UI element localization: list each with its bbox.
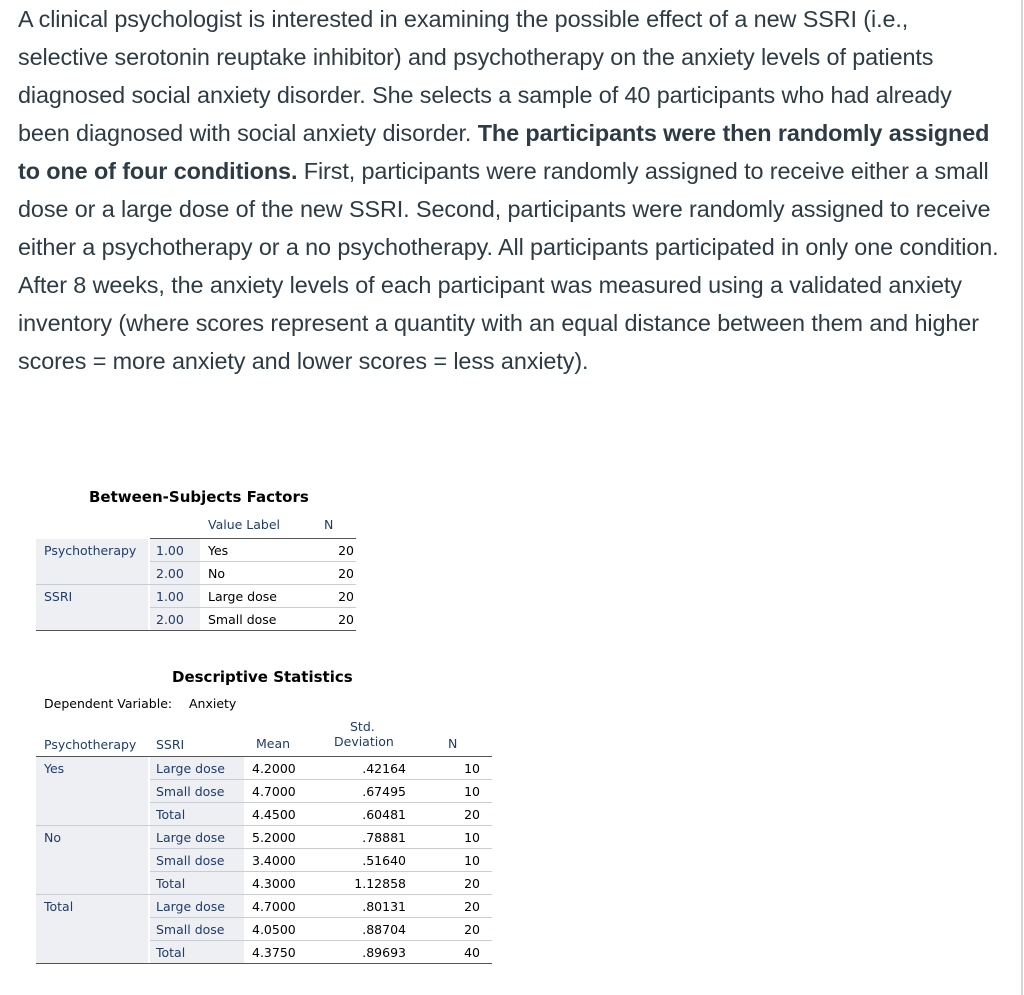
desc-ssri-cell: Large dose (156, 899, 225, 914)
desc-n-cell: 20 (464, 876, 480, 891)
desc-mean-cell: 4.2000 (252, 761, 296, 776)
desc-ssri-cell: Small dose (156, 922, 225, 937)
desc-sd-cell: 1.12858 (354, 876, 406, 891)
desc-n-cell: 20 (464, 807, 480, 822)
desc-psych-column-shade (36, 757, 148, 964)
bsf-n-cell: 20 (338, 589, 354, 604)
desc-n-cell: 10 (464, 761, 480, 776)
desc-psych-cell: Yes (44, 761, 65, 776)
desc-sd-cell: .60481 (362, 807, 406, 822)
dependent-variable-label: Dependent Variable: (44, 696, 173, 711)
desc-header-std: Std. (350, 719, 375, 734)
desc-n-cell: 20 (464, 922, 480, 937)
desc-row-rule (150, 802, 492, 803)
bsf-value-cell: 1.00 (156, 543, 184, 558)
desc-row-rule (150, 940, 492, 941)
bsf-label-cell: Small dose (208, 612, 277, 627)
desc-psych-cell: No (44, 830, 61, 845)
desc-ssri-cell: Total (156, 876, 186, 891)
question-text (18, 0, 1003, 380)
desc-row-rule (150, 917, 492, 918)
desc-sd-cell: .89693 (362, 945, 406, 960)
desc-psych-cell: Total (44, 899, 74, 914)
bsf-value-cell: 2.00 (156, 566, 184, 581)
desc-mean-cell: 5.2000 (252, 830, 296, 845)
bsf-row-rule (150, 607, 356, 608)
bsf-title: Between-Subjects Factors (89, 488, 309, 506)
bsf-label-cell: Yes (208, 543, 229, 558)
desc-sd-cell: .51640 (362, 853, 406, 868)
desc-header-psychotherapy: Psychotherapy (44, 737, 137, 752)
desc-mean-cell: 4.3000 (252, 876, 296, 891)
desc-ssri-cell: Large dose (156, 761, 225, 776)
desc-ssri-cell: Total (156, 807, 186, 822)
desc-row-rule (36, 894, 492, 895)
desc-header-deviation: Deviation (334, 734, 394, 749)
bsf-header-n: N (324, 517, 334, 532)
bsf-value-cell: 1.00 (156, 589, 184, 604)
desc-ssri-cell: Small dose (156, 853, 225, 868)
desc-row-rule (150, 871, 492, 872)
desc-n-cell: 40 (464, 945, 480, 960)
bsf-factor-cell: Psychotherapy (44, 543, 137, 558)
bsf-row-rule (36, 584, 356, 585)
bsf-factor-cell: SSRI (44, 589, 73, 604)
question-part-2: First, participants were randomly assigned to receive either a small dose or a large dose of the new SSRI. Second, participants were randomly assigned to receive either a psychotherapy or a no psychotherapy. All participants participated in only one condition. After 8 weeks, the anxiety levels of each participant was measured using a validated anxiety inventory (where scores represent a quantity with an equal distance between them and higher scores = more anxiety and lower scores = less anxiety). (18, 158, 999, 374)
question-bold-emphasis: The participants were then randomly assigned to one of four conditions. (18, 120, 990, 184)
question-paragraph (18, 0, 1003, 380)
bsf-n-cell: 20 (338, 543, 354, 558)
desc-bottom-rule (36, 963, 492, 964)
desc-row-rule (150, 779, 492, 780)
bsf-bottom-rule (36, 630, 356, 631)
desc-mean-cell: 4.7000 (252, 899, 296, 914)
desc-mean-cell: 4.0500 (252, 922, 296, 937)
desc-mean-cell: 4.3750 (252, 945, 296, 960)
desc-header-n: N (448, 736, 458, 751)
desc-sd-cell: .88704 (362, 922, 406, 937)
desc-header-mean: Mean (256, 736, 291, 751)
desc-n-cell: 10 (464, 830, 480, 845)
bsf-value-cell: 2.00 (156, 612, 184, 627)
desc-sd-cell: .80131 (362, 899, 406, 914)
page-right-border (1021, 0, 1023, 995)
bsf-label-cell: Large dose (208, 589, 277, 604)
desc-ssri-cell: Small dose (156, 784, 225, 799)
dependent-variable-value: Anxiety (189, 696, 237, 711)
bsf-header-value-label: Value Label (208, 517, 281, 532)
desc-mean-cell: 3.4000 (252, 853, 296, 868)
desc-row-rule (36, 825, 492, 826)
bsf-n-cell: 20 (338, 566, 354, 581)
desc-title: Descriptive Statistics (172, 668, 353, 686)
desc-sd-cell: .78881 (362, 830, 406, 845)
desc-sd-cell: .42164 (362, 761, 406, 776)
bsf-row-rule (150, 561, 356, 562)
desc-n-cell: 20 (464, 899, 480, 914)
desc-sd-cell: .67495 (362, 784, 406, 799)
question-part-1: A clinical psychologist is interested in examining the possible effect of a new SSRI (i.e., selective serotonin reuptake inhibitor) and psychotherapy on the anxiety levels of patients diagnosed social anxiety disorder. She selects a sample of 40 participants who had already been diagnosed with social anxiety disorder. (18, 6, 952, 146)
desc-n-cell: 10 (464, 784, 480, 799)
bsf-n-cell: 20 (338, 612, 354, 627)
desc-ssri-cell: Total (156, 945, 186, 960)
desc-row-rule (150, 848, 492, 849)
desc-n-cell: 10 (464, 853, 480, 868)
bsf-label-cell: No (208, 566, 225, 581)
desc-mean-cell: 4.7000 (252, 784, 296, 799)
desc-mean-cell: 4.4500 (252, 807, 296, 822)
desc-header-ssri: SSRI (156, 737, 185, 752)
desc-ssri-cell: Large dose (156, 830, 225, 845)
